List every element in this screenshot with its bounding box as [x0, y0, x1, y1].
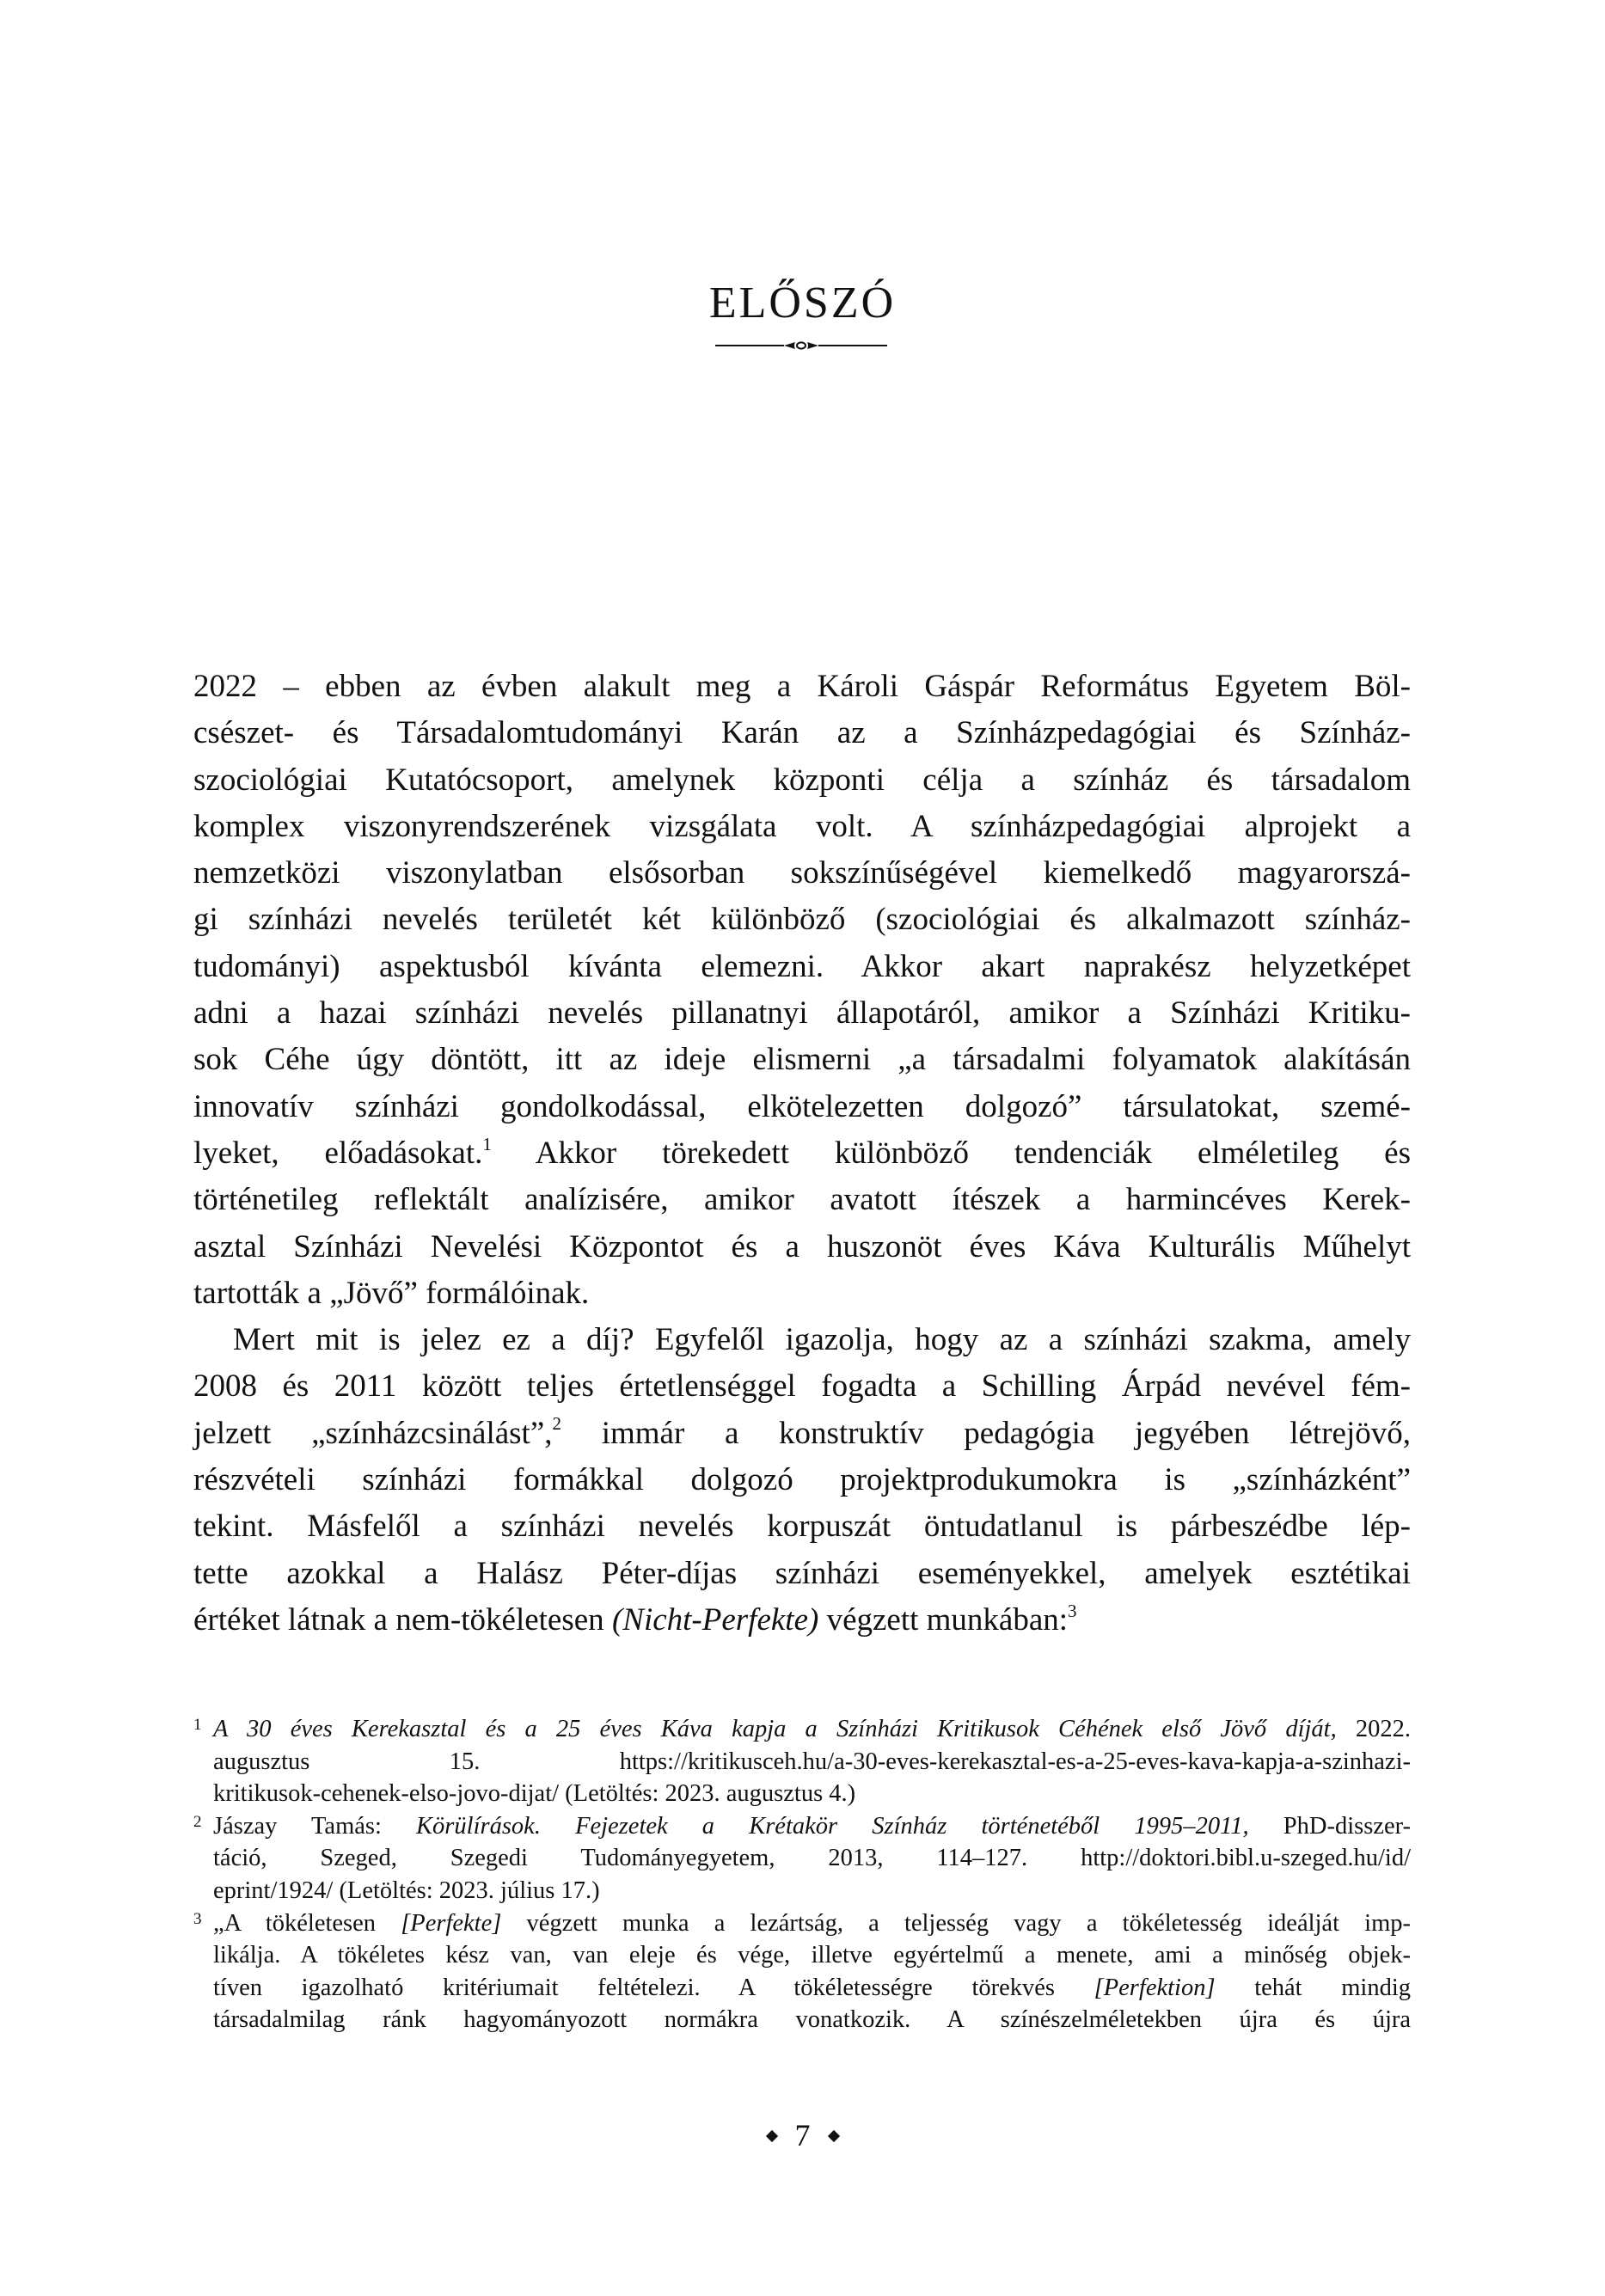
italic-term: [Perfekte]	[401, 1909, 502, 1937]
text-segment: „A tökéletesen	[213, 1909, 401, 1937]
text-segment: jelzett „színházcsinálást”,	[193, 1415, 553, 1451]
footnote-number: 2	[193, 1812, 202, 1831]
text-line	[193, 1597, 1411, 1644]
page-number-value: 7	[794, 2118, 811, 2152]
text-line: adni a hazai színházi nevelés pillanatnyi állapotáról, amikor a Színházi Kritiku-	[193, 995, 1411, 1032]
citation-title: Körülírások. Fejezetek a Krétakör Színház történetéből 1995–2011,	[416, 1812, 1249, 1840]
footnote-line[interactable]: táció, Szeged, Szegedi Tudományegyetem, 2013, 114–127. http://doktori.bibl.u-szeged.hu/id/	[213, 1845, 1411, 1872]
footnote-1	[193, 1713, 1411, 1810]
footnote-number: 3	[193, 1909, 202, 1928]
paragraph	[193, 664, 1411, 1317]
footnote-2	[193, 1810, 1411, 1907]
text-line	[193, 1411, 1411, 1457]
text-line: komplex viszonyrendszerének vizsgálata volt. A színházpedagógiai alprojekt a	[193, 808, 1411, 844]
body-text	[193, 664, 1411, 1644]
text-line: gi színházi nevelés területét két különböző (szociológiai és alkalmazott színház-	[193, 902, 1411, 938]
footnote-line[interactable]: augusztus 15. https://kritikusceh.hu/a-30-eves-kerekasztal-es-a-25-eves-kava-kapja-a-szinhazi-	[213, 1748, 1411, 1775]
diamond-bullet-icon	[827, 2130, 839, 2142]
italic-term: (Nicht-Perfekte)	[611, 1601, 819, 1638]
text-line: részvételi színházi formákkal dolgozó projektprodukumokra is „színházként”	[193, 1462, 1411, 1498]
footnote-number: 1	[193, 1716, 202, 1734]
footnote-line: társadalmilag ránk hagyományozott normákra vonatkozik. A színészelméletekben újra és újra	[213, 2006, 1411, 2034]
italic-term: [Perfektion]	[1093, 1974, 1216, 2001]
text-line: tekint. Másfelől a színházi nevelés korpuszát öntudatlanul is párbeszédbe lép-	[193, 1509, 1411, 1545]
footnote-ref-2[interactable]: 2	[552, 1413, 562, 1435]
text-line: tartották a „Jövő” formálóinak.	[193, 1275, 590, 1311]
footnote-ref-1[interactable]: 1	[482, 1133, 492, 1154]
text-segment: végzett munka a lezártság, a teljesség vagy a tökéletesség ideálját imp-	[501, 1909, 1412, 1937]
text-segment: lyeket, előadásokat.	[193, 1135, 483, 1171]
footnote-line	[213, 1972, 1411, 2005]
chapter-title: ELŐSZÓ	[708, 278, 897, 328]
text-line: történetileg reflektált analízisére, amikor avatott ítészek a harmincéves Kerek-	[193, 1182, 1411, 1218]
text-line: sok Céhe úgy döntött, itt az ideje elismerni „a társadalmi folyamatok alakításán	[193, 1042, 1411, 1078]
text-line: tette azokkal a Halász Péter-díjas színházi eseményekkel, amelyek esztétikai	[193, 1555, 1411, 1591]
footnote-line	[213, 1713, 1411, 1746]
text-line: 2008 és 2011 között teljes értetlenséggel fogadta a Schilling Árpád nevével fém-	[193, 1368, 1411, 1405]
text-line	[193, 1130, 1411, 1177]
text-segment: Akkor törekedett különböző tendenciák elméletileg és	[491, 1135, 1411, 1171]
text-segment: immár a konstruktív pedagógia jegyében létrejövő,	[561, 1415, 1411, 1451]
citation-title: A 30 éves Kerekasztal és a 25 éves Káva kapja a Színházi Kritikusok Céhének első Jövő díját,	[213, 1716, 1337, 1742]
text-line: szociológiai Kutatócsoport, amelynek központi célja a színház és társadalom	[193, 762, 1411, 798]
text-line: csészet- és Társadalomtudományi Karán az a Színházpedagógiai és Színház-	[193, 715, 1411, 751]
text-segment: végzett munkában:	[818, 1601, 1069, 1638]
text-line: Mert mit is jelez ez a díj? Egyfelől igazolja, hogy az a színházi szakma, amely	[233, 1322, 1411, 1358]
footnote-line	[213, 1810, 1411, 1843]
footnotes	[193, 1713, 1411, 2036]
page-number	[0, 2116, 1605, 2154]
footnote-line: likálja. A tökéletes kész van, van eleje és vége, illetve egyértelmű a menete, ami a minőség objek-	[213, 1942, 1411, 1969]
ornamental-divider-icon	[715, 337, 887, 354]
text-line: tudományi) aspektusból kívánta elemezni. Akkor akart naprakész helyzetképet	[193, 948, 1411, 984]
footnote-line	[213, 1907, 1411, 1940]
paragraph	[193, 1317, 1411, 1644]
text-segment: értéket látnak a nem-tökéletesen	[193, 1601, 612, 1638]
footnote-ref-3[interactable]: 3	[1068, 1600, 1077, 1621]
text-segment: PhD-disszer-	[1248, 1812, 1412, 1840]
text-line: asztal Színházi Nevelési Központot és a huszonöt éves Káva Kulturális Műhelyt	[193, 1228, 1411, 1264]
footnote-line[interactable]: kritikusok-cehenek-elso-jovo-dijat/ (Letöltés: 2023. augusztus 4.)	[213, 1780, 856, 1808]
author: Jászay Tamás:	[213, 1812, 417, 1840]
footnote-3	[193, 1907, 1411, 2036]
diamond-bullet-icon	[765, 2130, 777, 2142]
footnote-line[interactable]: eprint/1924/ (Letöltés: 2023. július 17.)	[213, 1877, 600, 1904]
text-segment: 2022.	[1336, 1716, 1412, 1742]
text-line: 2022 – ebben az évben alakult meg a Károli Gáspár Református Egyetem Böl-	[193, 669, 1411, 704]
text-line: innovatív színházi gondolkodással, elkötelezetten dolgozó” társulatokat, szemé-	[193, 1088, 1411, 1124]
text-segment: tehát mindig	[1215, 1974, 1411, 2001]
text-segment: tíven igazolható kritériumait feltételezi. A tökéletességre törekvés	[213, 1974, 1094, 2001]
text-line: nemzetközi viszonylatban elsősorban sokszínűségével kiemelkedő magyarorszá-	[193, 855, 1411, 891]
